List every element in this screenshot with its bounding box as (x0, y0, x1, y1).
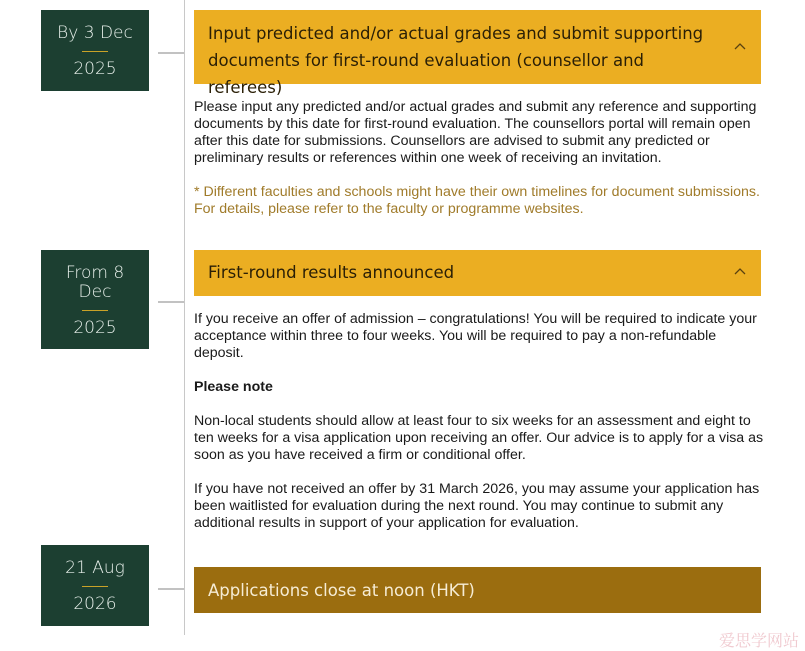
content-paragraph: If you have not received an offer by 31 March 2026, you may assume your application has been waitlisted for evaluation during the next round. You may continue to submit any additional results in support of your application for evaluation. (194, 481, 760, 531)
date-separator (82, 586, 108, 587)
accordion-content-grades (194, 99, 764, 218)
date-label: 21 Aug (65, 558, 125, 578)
accordion-title: First-round results announced (208, 263, 455, 282)
date-separator (82, 51, 108, 52)
accordion-header-close[interactable] (194, 567, 761, 613)
timeline-line (184, 0, 185, 635)
date-separator (82, 310, 108, 311)
timeline-connector (158, 301, 184, 303)
accordion-title: Input predicted and/or actual grades and submit supporting documents for first-round evaluation (counsellor and referees) (208, 24, 704, 97)
date-label: From 8 Dec (65, 263, 125, 302)
date-label: By 3 Dec (57, 23, 133, 43)
accordion-header-results[interactable] (194, 250, 761, 296)
date-badge (41, 545, 149, 626)
timeline-connector (158, 52, 184, 54)
content-paragraph: Please input any predicted and/or actual grades and submit any reference and supporting documents by this date for first-round evaluation. The counsellors portal will remain open after this date for submissions. Counsellors are advised to submit any predicted or preliminary results or references within one week of receiving an invitation. (194, 99, 757, 166)
date-year: 2025 (73, 59, 117, 79)
faculty-note: * Different faculties and schools might have their own timelines for document submissions. For details, please refer to the faculty or programme websites. (194, 184, 760, 217)
date-badge (41, 250, 149, 349)
accordion-title: Applications close at noon (HKT) (208, 581, 475, 600)
accordion-header-grades[interactable] (194, 10, 761, 97)
watermark: 爱思学网站 (718, 633, 799, 650)
content-paragraph: If you receive an offer of admission – congratulations! You will be required to indicate your acceptance within three to four weeks. You will be required to pay a non-refundable deposit. (194, 311, 757, 361)
timeline-connector (158, 588, 184, 590)
chevron-up-icon[interactable] (733, 265, 747, 279)
content-paragraph: Non-local students should allow at least four to six weeks for an assessment and eight to ten weeks for a visa application upon receiving an offer. Our advice is to apply for a visa as soon as you have received a firm or conditional offer. (194, 413, 764, 463)
date-year: 2026 (73, 594, 117, 614)
chevron-up-icon[interactable] (733, 40, 747, 54)
accordion-content-results (194, 311, 764, 532)
date-badge (41, 10, 149, 91)
date-year: 2025 (73, 318, 117, 338)
please-note-heading: Please note (194, 379, 273, 395)
